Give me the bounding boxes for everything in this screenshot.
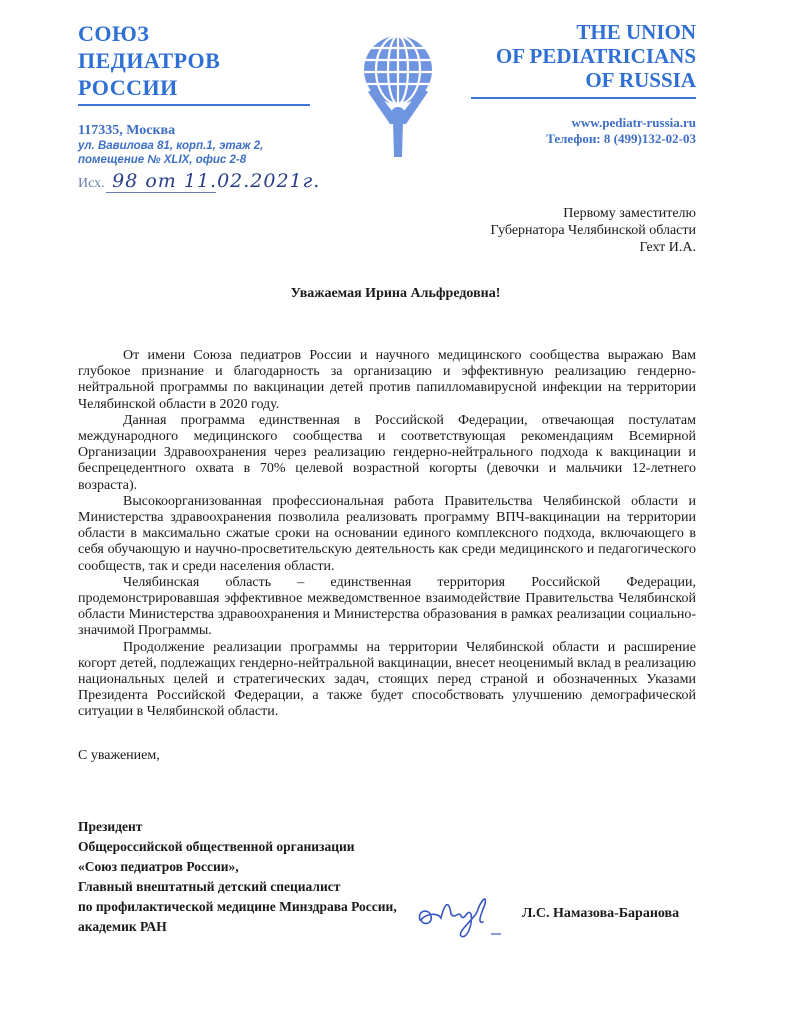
paragraph: От имени Союза педиатров России и научного медицинского сообщества выражаю Вам глубокое признание и благодарность за организацию и эффективную реализацию гендерно-нейтральной программы по вакцинации детей против папилломавирусной инфекции на территории Челябинской области в 2020 году. (78, 348, 696, 412)
org-contacts (546, 115, 696, 147)
signatory-title-line: Главный внештатный детский специалист (78, 879, 341, 894)
letterhead-divider-left (78, 104, 310, 106)
letterhead-org-en (496, 20, 696, 92)
greeting: Уважаемая Ирина Альфредовна! (290, 286, 501, 301)
outgoing-number (78, 170, 320, 192)
paragraph: Данная программа единственная в Российской Федерации, отвечающая постулатам международного медицинского сообщества и соответствующая рекомендациям Всемирной Организации Здравоохранения через реализацию гендерно-нейтрального подхода к вакцинации и беспрецедентного охвата в 70% целевой возрастной когорты (девочки и мальчики 12-летнего возраста). (78, 412, 696, 493)
org-name-en-line-3: OF RUSSIA (585, 68, 696, 92)
recipient-block (491, 205, 696, 256)
org-name-ru-line-3: РОССИИ (78, 75, 178, 100)
letterhead-divider-right (471, 97, 696, 99)
signatory-title (78, 817, 397, 937)
signer-name: Л.С. Намазова-Баранова (522, 906, 680, 921)
paragraph: Челябинская область – единственная территория Российской Федерации, продемонстрировавшая эффективное межведомственное взаимодействие Правительства Челябинской области Министерства здравоохранения и Министерства образования в рамках реализации социально-значимой Программы. (78, 574, 696, 639)
letter-body (78, 348, 696, 721)
paragraph: Высокоорганизованная профессиональная работа Правительства Челябинской области и Министерства здравоохранения позволила реализовать программу ВПЧ-вакцинации на территории области в максимально сжатые сроки на основании единого комплексного подхода, включающего в себя обучающую и научно-просветительскую деятельность как среди медицинского и педагогического сообществ, так и среди населения области. (78, 493, 696, 574)
signatory-title-line: Президент (78, 819, 143, 834)
outgoing-handwritten: 98 от 11.02.2021г. (112, 170, 321, 192)
recipient-line-3: Гехт И.А. (639, 240, 696, 255)
handwritten-signature-icon (415, 890, 505, 945)
org-address-line-2: помещение № XLIX, офис 2-8 (78, 154, 247, 166)
org-name-en-line-1: THE UNION (576, 20, 696, 44)
org-name-ru-line-2: ПЕДИАТРОВ (78, 48, 221, 73)
signatory-title-line: «Союз педиатров России», (78, 859, 239, 874)
org-name-en-line-2: OF PEDIATRICIANS (495, 44, 696, 68)
org-city: 117335, Москва (78, 123, 176, 138)
signatory-title-line: академик РАН (78, 919, 167, 934)
org-address-line-1: ул. Вавилова 81, корп.1, этаж 2, (78, 140, 264, 152)
paragraph: Продолжение реализации программы на территории Челябинской области и расширение когорт детей, подлежащих гендерно-нейтральной вакцинации, внесет неоценимый вклад в реализацию национальных целей и стратегических задач, стоящих перед страной и обозначенных Указами Президента Российской Федерации, а также будет способствовать улучшению демографической ситуации в Челябинской области. (78, 639, 696, 720)
signatory-title-line: по профилактической медицине Минздрава России, (78, 899, 397, 914)
globe-person-logo-icon (338, 32, 458, 157)
org-website-link[interactable]: www.pediatr-russia.ru (571, 115, 696, 130)
closing: С уважением, (78, 748, 160, 763)
org-name-ru-line-1: СОЮЗ (78, 21, 150, 46)
outgoing-label: Исх. (78, 176, 105, 191)
org-phone: Телефон: 8 (499)132-02-03 (546, 131, 696, 146)
signatory-title-line: Общероссийской общественной организации (78, 839, 355, 854)
recipient-line-1: Первому заместителю (563, 206, 696, 221)
letterhead-org-ru (78, 20, 308, 167)
outgoing-underline (106, 192, 216, 193)
recipient-line-2: Губернатора Челябинской области (490, 223, 696, 238)
